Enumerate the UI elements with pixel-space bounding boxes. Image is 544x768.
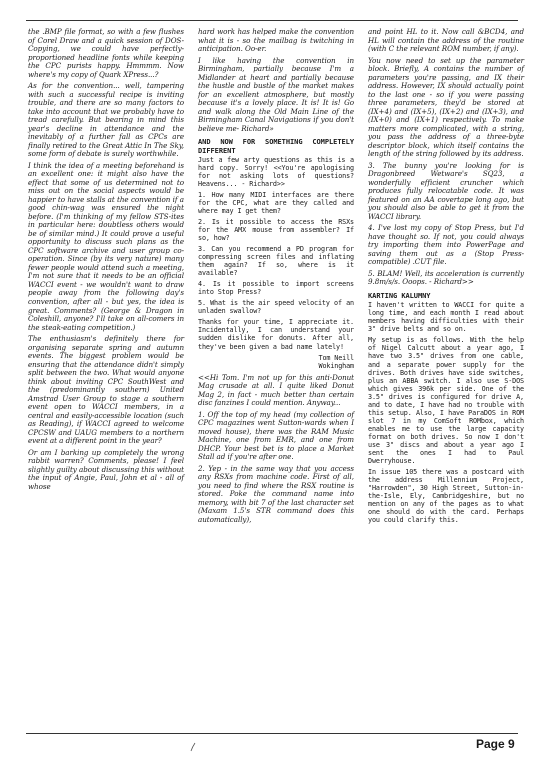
paragraph: Just a few arty questions as this is a hard copy. Sorry! <<You're apologising for not asking lots of questions? Heavens... - Richard>> <box>198 155 354 188</box>
paragraph: You now need to set up the parameter block. Briefly, A contains the number of parameters you're passing, and IX their address. However, IX should actually point to the last one - so if you were passing three parameters, they'd be stored at (IX+4) and (IX+5), (IX+2) and (IX+3), and (IX+0) and (IX+1) respectively. To make matters more complicated, with a string, you pass the address of a three-byte descriptor block, which itself contains the length of the string followed by its address. <box>368 55 524 159</box>
paragraph: As for the convention... well, tampering with such a successful recipe is inviting trouble, and there are so many factors to take into account that we probably have to tread carefully. But bearing in mind this year's decline in attendance and the inevitably of a further fall as CPCs are finally retired to the Great Attic In The Sky, some form of debate is surely worthwhile. <box>28 81 184 159</box>
paragraph: and point HL to it. Now call &BCD4, and HL will contain the address of the routine (with C the relevant ROM number, if any). <box>368 27 524 54</box>
top-rule <box>26 20 518 21</box>
paragraph: 1. Off the top of my head (my collection of CPC magazines went Sutton-wards when I moved house), there was the RAM Music Machine, one from EMR, and one from DHCP. Your best bet is to place a Market Stall ad if you're after one. <box>198 409 354 462</box>
paragraph: Thanks for your time, I appreciate it. Incidentally, I can understand your sudden dislike for donuts. After all, they've been given a bad name lately! <box>198 318 354 351</box>
paragraph: hard work has helped make the convention what it is - so the mailbag is twitching in anticipation. Oo-er. <box>198 27 354 54</box>
paragraph: 2. Is it possible to access the RSXs for the AMX mouse from assembler? If so, how? <box>198 218 354 243</box>
paragraph: 2. Yep - in the same way that you access any RSXs from machine code. First of all, you need to find where the RSX routine is stored. Poke the command name into memory, with bit 7 of the last character set (Maxam 1.5's STR command does this automatically), <box>198 463 354 524</box>
section-heading: KARTING KALUMNY <box>368 291 431 300</box>
paragraph: I haven't written to WACCI for quite a long time, and each month I read about members having difficulties with their 3" drive belts and so on. <box>368 301 524 334</box>
stray-pen-mark <box>190 742 196 752</box>
page-number: Page 9 <box>476 737 515 751</box>
paragraph: My setup is as follows. With the help of Nigel Calcutt about a year ago, I have two 3.5" drives from one cable, and a separate power supply for the drives. Both drives have side switches, plus an ABBA switch. I also use S-DOS which gives 396k per side. One of the 3.5" drives is configured for drive A, and to date, I have had no trouble with this setup. Also, I have ParaDOS in ROM slot 7 in my ComSoft ROMbox, which enables me to use the large capacity format on both drives. So now I don't use 3" discs and about a year ago I sent the ones I had to Paul Dwerryhouse. <box>368 336 524 465</box>
paragraph: I think the idea of a meeting beforehand is an excellent one: it might also have the effect that some of us determined not to miss out on the social aspects would be happier to have stalls at the convention if a good chin-wag was ensured the night before. (I'm thinking of my fellow STS-ites in particular here: doubtless others would be of similar mind.) It could prove a useful opportunity to discuss such plans as the CPC software archive and user group co-operation. Since (by its very nature) many fewer people would attend such a meeting, I'm not sure that it needs to be an official WACCI event - we wouldn't want to draw people away from the following day's convention, after all - but yes, the idea is great. Comments? (George & Dragon in Coleshill, anyone? I'll take on all-comers in the steak-eating competition.) <box>28 160 184 332</box>
paragraph: 1. How many MIDI interfaces are there for the CPC, what are they called and where may I get them? <box>198 190 354 216</box>
column-right <box>368 28 524 527</box>
letter-signature <box>198 354 354 370</box>
paragraph: 3. Can you recommend a PD program for compressing screen files and inflating them again? If so, where is it available? <box>198 245 354 278</box>
signature-name: Tom Neill <box>318 353 354 362</box>
paragraph: Or am I barking up completely the wrong rabbit warren? Comments, please! I feel slightly guilty about discussing this without the input of Angie, Paul, John et al - all of whose <box>28 447 184 491</box>
paragraph: 5. What is the air speed velocity of an unladen swallow? <box>198 299 354 316</box>
paragraph: <<Hi Tom. I'm not up for this anti-Donut Mag crusade at all. I quite liked Donut Mag 2, in fact - much better than certain disc fanzines I could mention. Anyway... <box>198 372 354 408</box>
column-middle <box>198 28 354 527</box>
paragraph: 3. The bunny you're looking for is Dragonbreed Wetware's SQ23, a wonderfully efficient cruncher which produces fully relocatable code. It was featured on an AA covertape long ago, but you should also be able to get it from the WACCI library. <box>368 160 524 221</box>
paragraph: 4. Is it possible to import screens into Stop Press? <box>198 280 354 297</box>
column-left <box>28 28 184 494</box>
paragraph: I like having the convention in Birmingham, partially because I'm a Midlander at heart and partially because the hustle and bustle of the market makes for an excellent atmosphere, but mostly because it's a lovely place. It is! It is! Go and walk along the Old Main Line of the Birmingham Canal Navigations if you don't believe me- Richard» <box>198 55 354 133</box>
section-heading: AND NOW FOR SOMETHING COMPLETELY DIFFERENT <box>198 138 354 155</box>
bottom-rule <box>26 733 518 734</box>
paragraph: the .BMP file format, so with a few flushes of Corel Draw and a quick session of DOS-Copying, we could have perfectly-proportioned headline fonts while keeping the CPC purists happy. Hmmmm. Now where's my copy of Quark XPress...? <box>28 27 184 79</box>
paragraph: 5. BLAM! Well, its acceleration is currently 9.8m/s/s. Ooops. - Richard>> <box>368 268 524 287</box>
paragraph: In issue 105 there was a postcard with the address Millennium Project, "Harrowden", 30 High Street, Sutton-in-the-Isle, Ely, Cambridgeshire, but no mention on any of the pages as to what one should do with the card. Perhaps you could clarify this. <box>368 467 524 525</box>
paragraph: The enthusiasm's definitely there for organising separate spring and autumn events. The biggest problem would be ensuring that the attendance didn't simply split between the two. What would anyone think about inviting CPC SouthWest and the (predominantly southern) United Amstrad User Group to stage a southern event open to WACCI members, in a central and easily-accessible location (such as Reading), if WACCI agreed to welcome CPCSW and UAUG members to a northern event at a different point in the year? <box>28 334 184 446</box>
signature-place: Wokingham <box>318 361 354 370</box>
paragraph: 4. I've lost my copy of Stop Press, but I'd have thought so. If not, you could always try importing them into PowerPage and saving them out as a (Stop Press-compatible) .CUT file. <box>368 223 524 267</box>
